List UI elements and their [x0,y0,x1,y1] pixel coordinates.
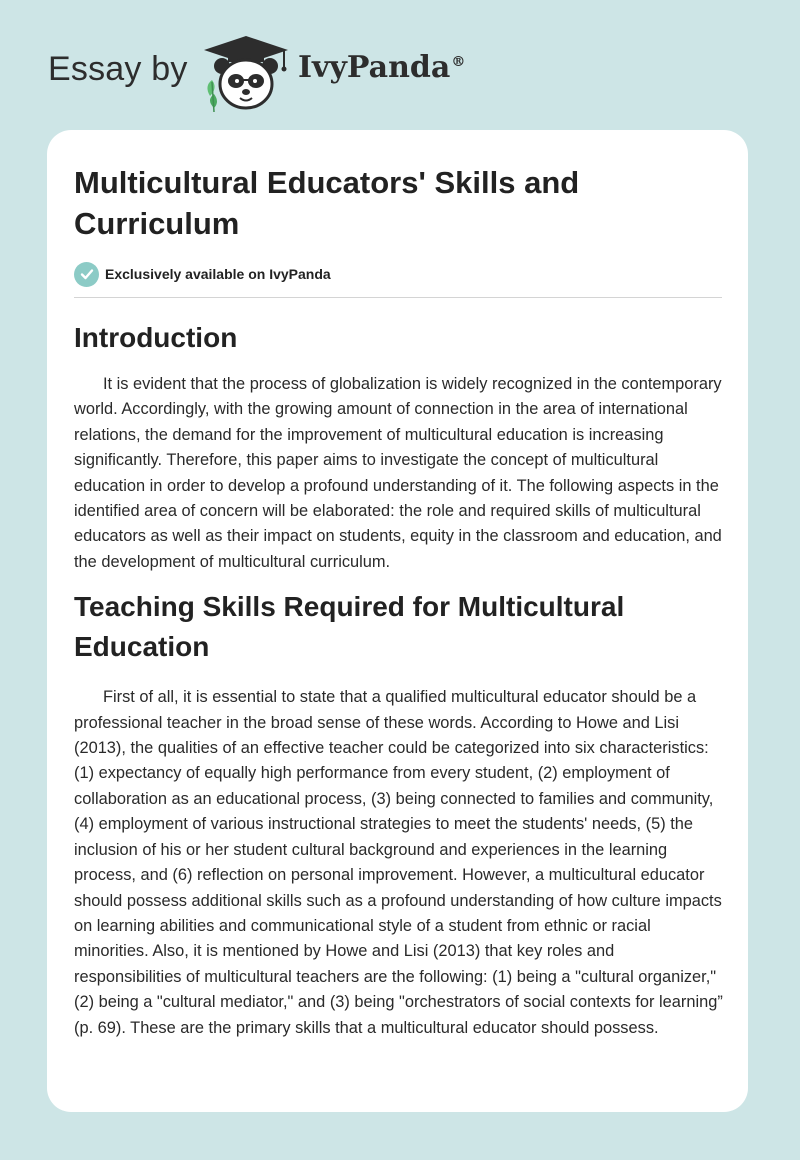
divider [74,297,722,298]
exclusive-badge [74,261,726,287]
article-card [47,130,748,1112]
brand-header [0,0,800,130]
section-heading-teaching-skills: Teaching Skills Required for Multicultural Education [74,591,625,663]
article-content [74,162,726,1041]
section-paragraph-introduction: It is evident that the process of globalization is widely recognized in the contemporary world. Accordingly, with the growing amount of connection in the area of international relations, the demand for the improvement of multicultural education is increasing significantly. Therefore, this paper aims to investigate the concept of multicultural education in order to develop a profound understanding of it. The following aspects in the identified area of concern will be elaborated: the role and required skills of multicultural educators as well as their impact on students, equity in the classroom and education, and the development of multicultural curriculum. [74,375,722,571]
panda-graduate-icon[interactable] [200,34,292,114]
check-icon [74,262,99,287]
article-title: Multicultural Educators' Skills and Curriculum [74,165,580,241]
essay-by-label: Essay by [48,50,188,88]
section-paragraph-teaching-skills: First of all, it is essential to state that a qualified multicultural educator should be a professional teacher in the broad sense of these words. According to Howe and Lisi (2013), the qualities of an effective teacher could be categorized into six characteristics: (1) expectancy of equally high performance from every student, (2) employment of collaboration as an educational process, (3) being connected to families and community, (4) employment of various instructional strategies to meet the students' needs, (5) the inclusion of his or her student cultural background and experiences in the learning process, and (6) reflection on personal improvement. However, a multicultural educator should possess additional skills such as a profound understanding of how culture impacts on learning abilities and communicational style of a student from ethnic or racial minorities. Also, it is mentioned by Howe and Lisi (2013) that key roles and responsibilities of multicultural teachers are the following: (1) being a "cultural organizer," (2) being a "cultural mediator," and (3) being "orchestrators of social contexts for learning” (p. 69). These are the primary skills that a multicultural educator should possess. [74,688,723,1037]
exclusive-label: Exclusively available on IvyPanda [105,266,331,282]
section-heading-introduction: Introduction [74,322,238,353]
brand-name: IvyPanda® [298,50,466,85]
